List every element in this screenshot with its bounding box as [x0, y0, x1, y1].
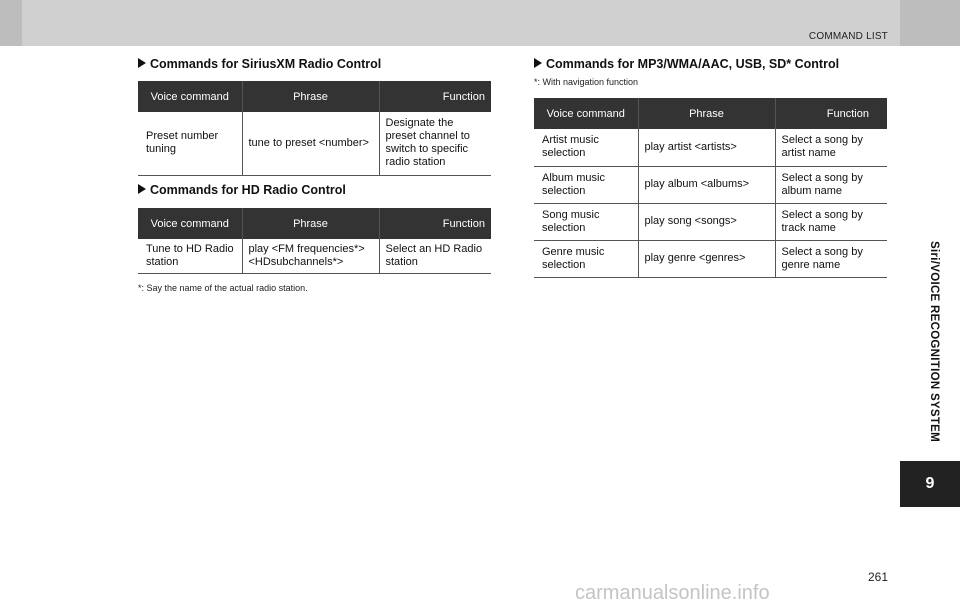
- table-row: [138, 112, 491, 175]
- table-row: [534, 240, 887, 277]
- table-cell: play genre <genres>: [638, 240, 775, 277]
- table-cell: Designate the preset channel to switch to specific radio station: [379, 112, 491, 175]
- table-row: [534, 203, 887, 240]
- table-cell: Genre music selection: [534, 240, 638, 277]
- mp3-section-title: [534, 57, 839, 71]
- table-cell: Album music selection: [534, 166, 638, 203]
- table-cell: play album <albums>: [638, 166, 775, 203]
- table-cell: Tune to HD Radio station: [138, 239, 242, 273]
- table-cell: Preset number tuning: [138, 112, 242, 175]
- column-header: Function: [775, 98, 887, 129]
- sirius-command-table: [138, 81, 491, 176]
- table-header-row: [138, 208, 491, 239]
- chapter-number-box: 9: [900, 461, 960, 507]
- table-header-row: [534, 98, 887, 129]
- table-cell: Select a song by track name: [775, 203, 887, 240]
- table-cell: Select a song by genre name: [775, 240, 887, 277]
- column-header: Voice command: [138, 81, 242, 112]
- table-cell: Artist music selection: [534, 129, 638, 166]
- column-header: Phrase: [242, 81, 379, 112]
- watermark-text: carmanualsonline.info: [575, 582, 770, 604]
- table-cell: play <FM frequencies*> <HDsubchannels*>: [242, 239, 379, 273]
- table-row: [534, 129, 887, 166]
- table-cell: Select an HD Radio station: [379, 239, 491, 273]
- column-header: Function: [379, 208, 491, 239]
- column-header: Function: [379, 81, 491, 112]
- header-section-label: COMMAND LIST: [808, 31, 888, 42]
- triangle-bullet-icon: [534, 58, 542, 68]
- table-cell: play artist <artists>: [638, 129, 775, 166]
- hd-command-table: [138, 208, 491, 274]
- page-number: 261: [867, 570, 888, 584]
- hd-footnote: *: Say the name of the actual radio station.: [138, 283, 308, 293]
- sirius-section-title-text: Commands for SiriusXM Radio Control: [150, 57, 382, 71]
- hd-section-title: [138, 183, 346, 197]
- column-header: Voice command: [534, 98, 638, 129]
- mp3-footnote: *: With navigation function: [534, 77, 639, 87]
- table-cell: Select a song by album name: [775, 166, 887, 203]
- table-header-row: [138, 81, 491, 112]
- table-row: [534, 166, 887, 203]
- table-cell: Song music selection: [534, 203, 638, 240]
- sirius-section-title: [138, 57, 381, 71]
- triangle-bullet-icon: [138, 58, 146, 68]
- table-cell: tune to preset <number>: [242, 112, 379, 175]
- chapter-side-title: Siri/VOICE RECOGNITION SYSTEM: [928, 241, 940, 443]
- triangle-bullet-icon: [138, 184, 146, 194]
- mp3-command-table: [534, 98, 887, 278]
- table-cell: Select a song by artist name: [775, 129, 887, 166]
- column-header: Phrase: [242, 208, 379, 239]
- column-header: Voice command: [138, 208, 242, 239]
- hd-section-title-text: Commands for HD Radio Control: [150, 183, 346, 197]
- table-row: [138, 239, 491, 273]
- table-cell: play song <songs>: [638, 203, 775, 240]
- column-header: Phrase: [638, 98, 775, 129]
- mp3-section-title-text: Commands for MP3/WMA/AAC, USB, SD* Control: [546, 57, 840, 71]
